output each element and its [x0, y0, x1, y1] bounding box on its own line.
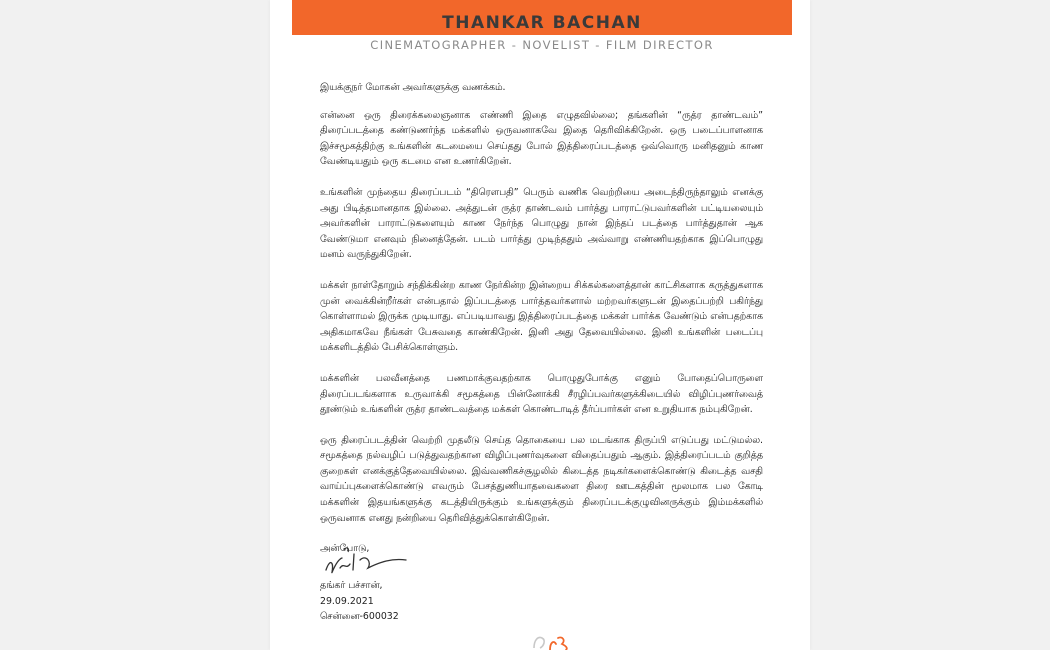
letter-page: [270, 0, 810, 650]
signature-block: [320, 578, 399, 625]
signature-image: [320, 540, 460, 582]
letter-body: [320, 80, 763, 572]
letter-paragraph: ஒரு திரைப்படத்தின் வெற்றி முதலீடு செய்த தொகையை பல மடங்காக திருப்பி எடுப்பது மட்டுமல்ல. சமூகத்தை நல்வழிப் படுத்துவதற்கான விழிப்புணர்வுகளை விதைப்பதும் ஆகும். இத்திரைப்படம் குறித்த குறைகள் எனக்குத்தேவையில்லை. இவ்வணிகச்சூழலில் கிடைத்த நடிகர்களைக்கொண்டு கிடைத்த வசதி வாய்ப்புகளைக்கொண்டு எவரும் பேசத்துணியாதவைகளை திரை ஊடகத்தின் மூலமாக பல கோடி மக்களின் இதயங்களுக்கு கடத்தியிருக்கும் உங்களுக்கும் திரைப்படக்குழுவினருக்கும் இம்மக்களில் ஒருவனாக எனது நன்றியை தெரிவித்துக்கொள்கிறேன்.: [320, 434, 763, 524]
letter-paragraph: என்னை ஒரு திரைக்கலைஞனாக எண்ணி இதை எழுதவில்லை; தங்களின் “ருத்ர தாண்டவம்” திரைப்படத்தை கண்டுணர்ந்த மக்களில் ஒருவனாகவே இதை தெரிவிக்கிறேன். ஒரு படைப்பாளனாக இச்சமூகத்திற்கு உங்களின் கடமையை செய்தது போல் இத்திரைப்படத்தை ஒவ்வொரு மனிதனும் காண வேண்டியதும் ஒரு கடமை என உணர்கிறேன்.: [320, 109, 763, 168]
letter-greeting: இயக்குநர் மோகன் அவர்களுக்கு வணக்கம்.: [320, 82, 506, 93]
signatory-name: தங்கர் பச்சான்,: [320, 580, 383, 591]
header-banner: [292, 0, 792, 35]
footer-logo-icon: [528, 630, 572, 650]
letter-place: சென்னை-600032: [320, 611, 399, 623]
letter-paragraph: உங்களின் முந்தைய திரைப்படம் “திரௌபதி” பெரும் வணிக வெற்றியை அடைந்திருந்தாலும் எனக்கு அது பிடித்தமானதாக இல்லை. அத்துடன் ருத்ர தாண்டவம் பார்த்து பாராட்டுபவர்களின் பட்டியலையும் அவர்களின் பாராட்டுகளையும் காண நேர்ந்த பொழுது நான் இந்தப் படத்தை பார்த்துதான் ஆக வேண்டுமா எனவும் நினைத்தேன். படம் பார்த்து முடிந்ததும் அவ்வாறு எண்ணியதற்காக இப்பொழுது மனம் வருந்துகிறேன்.: [320, 186, 763, 261]
letterhead-name: THANKAR BACHAN: [442, 12, 642, 33]
letter-paragraph: மக்கள் நாள்தோறும் சந்திக்கின்ற காண நேர்கின்ற இன்றைய சிக்கல்களைத்தான் காட்சிகளாக கருத்துகளாக முன் வைக்கின்றீர்கள் என்பதால் இப்படத்தை பார்த்தவர்களால் மற்றவர்களுடன் இதைப்பற்றி பகிர்ந்து கொள்ளாமல் இருக்க முடியாது. எப்படியாவது இத்திரைப்படத்தை மக்கள் பார்க்க வேண்டும் என்பதற்காக அதிகமாகவே நீங்கள் பேசுவதை காண்கிறேன். இனி அது தேவையில்லை. இனி உங்களின் படைப்பு மக்களிடத்தில் பேசிக்கொள்ளும்.: [320, 279, 763, 354]
letter-paragraph: மக்களின் பலவீனத்தை பணமாக்குவதற்காக பொழுதுபோக்கு எனும் போதைப்பொருளை திரைப்படங்களாக உருவாக்கி சமூகத்தை பின்னோக்கி சீரழிப்பவர்களுக்கிடையில் விழிப்புணர்வைத் தூண்டும் உங்களின் ருத்ர தாண்டவத்தை மக்கள் கொண்டாடித் தீர்ப்பார்கள் என உறுதியாக நம்புகிறேன்.: [320, 372, 763, 416]
letter-date: 29.09.2021: [320, 595, 374, 607]
letter-closing: அன்போடு,: [320, 543, 370, 555]
letterhead-subtitle: CINEMATOGRAPHER - NOVELIST - FILM DIRECTOR: [370, 38, 714, 52]
